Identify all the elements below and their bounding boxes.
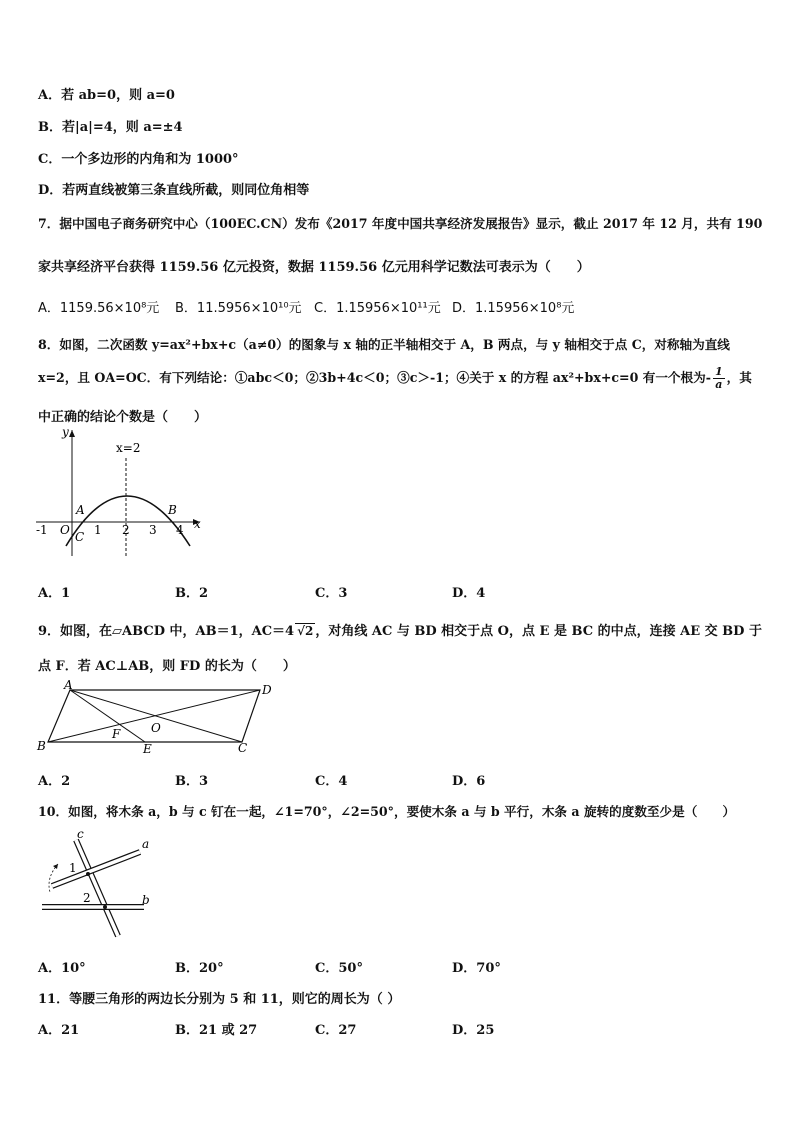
q9-option-c: C．4 <box>315 774 348 789</box>
q6-option-a: A．若 ab=0，则 a=0 <box>38 88 175 103</box>
q6-option-b: B．若|a|=4，则 a=±4 <box>38 120 183 135</box>
q10-option-d: D．70° <box>452 961 501 976</box>
q9-text-line1-post: ，对角线 AC 与 BD 相交于点 O，点 E 是 BC 的中点，连接 AE 交 BD 于 <box>315 624 762 639</box>
q11-text-line1: 11．等腰三角形的两边长分别为 5 和 11，则它的周长为（ ） <box>38 992 401 1007</box>
q8-fraction-denominator: a <box>715 378 723 391</box>
q9-text-line1 <box>38 620 762 639</box>
q10-option-a: A．10° <box>38 961 86 976</box>
point-o-label: O <box>151 721 161 735</box>
q10-text-line1: 10．如图，将木条 a，b 与 c 钉在一起，∠1=70°，∠2=50°，要使木条 a 与 b 平行，木条 a 旋转的度数至少是（ ） <box>38 804 736 819</box>
point-c-label: C <box>75 530 85 544</box>
q9-text-line2: 点 F．若 AC⊥AB，则 FD 的长为（ ） <box>38 659 296 674</box>
nail-bc <box>103 905 107 909</box>
q8-option-c: C．3 <box>315 586 348 601</box>
q9-options <box>38 770 758 790</box>
q8-text-line1: 8．如图，二次函数 y=ax²+bx+c（a≠0）的图象与 x 轴的正半轴相交于 A，B 两点，与 y 轴相交于点 C，对称轴为直线 <box>38 337 730 352</box>
q8-options <box>38 582 758 602</box>
tick-2: 2 <box>122 523 130 537</box>
q11-option-b: B．21 或 27 <box>175 1023 258 1038</box>
q9-parallelogram-figure <box>34 680 284 758</box>
q7-option-a: A．1159.56×10⁸元 <box>38 301 160 316</box>
q7-option-c: C．1.15956×10¹¹元 <box>314 301 441 316</box>
origin-label: O <box>60 523 70 537</box>
q9-sqrt-value: 2 <box>305 624 314 638</box>
q9-text-line1-pre: 9．如图，在▱ABCD 中，AB＝1，AC＝4 <box>38 624 295 639</box>
label-b: b <box>142 893 150 907</box>
stick-c <box>76 840 118 936</box>
q7-text-line2: 家共享经济平台获得 1159.56 亿元投资，数据 1159.56 亿元用科学记数法可表示为（ ） <box>38 260 590 275</box>
q8-option-a: A．1 <box>38 586 71 601</box>
tick-1: 1 <box>94 523 102 537</box>
q7-option-b: B．11.5956×10¹⁰元 <box>175 301 302 316</box>
point-b-label: B <box>37 739 46 753</box>
q8-fraction-numerator: 1 <box>714 365 723 378</box>
tick-4: 4 <box>176 523 184 537</box>
q10-option-c: C．50° <box>315 961 363 976</box>
label-a: a <box>142 837 150 851</box>
q11-option-d: D．25 <box>452 1023 495 1038</box>
q8-option-b: B．2 <box>175 586 209 601</box>
point-b-label: B <box>168 503 177 517</box>
q8-fraction <box>713 366 725 391</box>
q10-sticks-figure <box>38 828 168 940</box>
point-e-label: E <box>143 742 152 756</box>
q11-option-c: C．27 <box>315 1023 357 1038</box>
q6-option-c: C．一个多边形的内角和为 1000° <box>38 152 239 167</box>
q7-text-line1: 7．据中国电子商务研究中心（100EC.CN）发布《2017 年度中国共享经济发展报告》显示，截止 2017 年 12 月，共有 190 <box>38 216 763 231</box>
angle-2-label: 2 <box>83 891 91 905</box>
nail-ac <box>86 872 90 876</box>
angle-1-label: 1 <box>69 861 77 875</box>
q11-options <box>38 1019 758 1039</box>
tick-3: 3 <box>149 523 157 537</box>
x-axis-label: x <box>194 517 201 531</box>
q7-option-d: D．1.15956×10⁸元 <box>452 301 575 316</box>
q7-options <box>38 297 758 317</box>
point-a-label: A <box>64 680 73 692</box>
q8-parabola-figure <box>32 424 212 559</box>
point-a-label: A <box>76 503 85 517</box>
point-c-label: C <box>238 741 248 755</box>
symmetry-axis-label: x=2 <box>116 441 141 455</box>
q9-option-b: B．3 <box>175 774 209 789</box>
q9-option-d: D．6 <box>452 774 486 789</box>
q9-sqrt: √2 <box>297 624 314 638</box>
tick-neg1: -1 <box>36 523 48 537</box>
q8-text-line2-pre: x=2，且 OA=OC．有下列结论：①abc＜0；②3b+4c＜0；③c＞-1；④关于 x 的方程 ax²+bx+c=0 有一个根为- <box>38 370 711 385</box>
y-axis-label: y <box>62 425 69 439</box>
q10-option-b: B．20° <box>175 961 224 976</box>
y-axis-arrow <box>69 430 75 437</box>
q9-option-a: A．2 <box>38 774 71 789</box>
label-c: c <box>77 828 84 841</box>
point-f-label: F <box>112 727 121 741</box>
q8-option-d: D．4 <box>452 586 486 601</box>
q8-text-line2 <box>38 366 752 391</box>
q6-option-d: D．若两直线被第三条直线所截，则同位角相等 <box>38 183 310 198</box>
q8-text-line2-post: ，其 <box>726 370 752 385</box>
point-d-label: D <box>262 683 272 697</box>
rotation-arrowhead <box>53 864 58 869</box>
q8-text-line3: 中正确的结论个数是（ ） <box>38 410 208 425</box>
q11-option-a: A．21 <box>38 1023 80 1038</box>
q10-options <box>38 957 758 977</box>
